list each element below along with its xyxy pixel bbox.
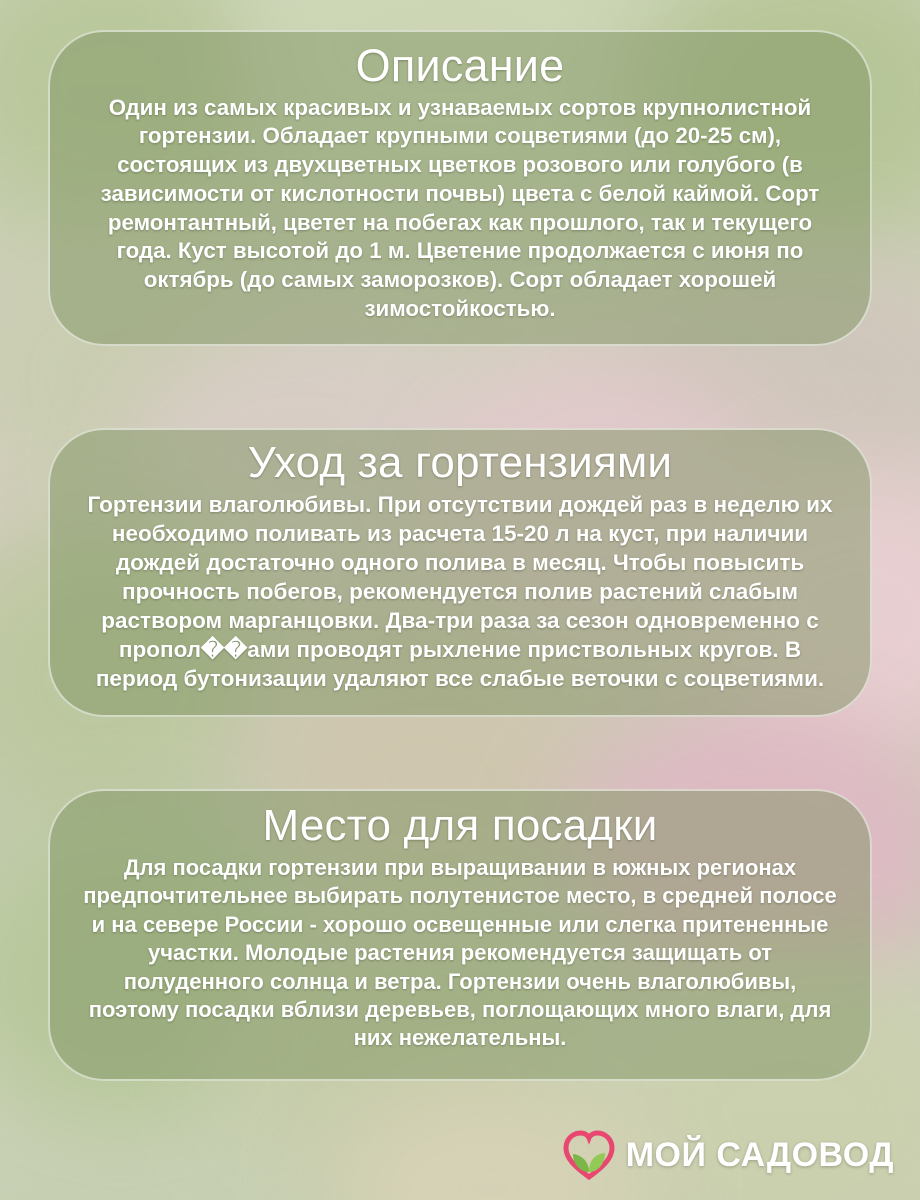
section-place-title: Место для посадки bbox=[262, 801, 658, 851]
watermark-brand-label: МОЙ САДОВОД bbox=[625, 1135, 894, 1174]
section-care-title: Уход за гортензиями bbox=[247, 437, 673, 487]
section-description bbox=[48, 30, 872, 346]
section-care-text: Гортензии влаголюбивы. При отсутствии дождей раз в неделю их необходимо поливать из расчета 15-20 л на куст, при наличии дождей достаточно одного полива в месяц. Чтобы повысить прочность побегов, рекомендуется полив растений слабым раствором марганцовки. Два-три раза за сезон одновременно с пропол��ами проводят рыхление приствольных кругов. В период бутонизации удаляют все слабые веточки с соцветиями. bbox=[87, 492, 833, 692]
section-description-title: Описание bbox=[355, 40, 565, 91]
section-care bbox=[48, 428, 872, 718]
watermark-logo[interactable] bbox=[562, 1128, 894, 1182]
section-place bbox=[48, 789, 872, 1080]
heart-leaf-logo-icon bbox=[562, 1128, 616, 1182]
section-place-text: Для посадки гортензии при выращивании в южных регионах предпочтительнее выбирать полутенистое место, в средней полосе и на севере России - хорошо освещенные или слегка притененные участки. Молодые растения рекомендуется защищать от полуденного солнца и ветра. Гортензии очень влаголюбивы, поэтому посадки вблизи деревьев, поглощающих много влаги, для них нежелательны. bbox=[83, 855, 837, 1051]
section-description-text: Один из самых красивых и узнаваемых сортов крупнолистной гортензии. Обладает крупными соцветиями (до 20-25 см), состоящих из двухцветных цветков розового или голубого (в зависимости от кислотности почвы) цвета с белой каймой. Сорт ремонтантный, цветет на побегах как прошлого, так и текущего года. Куст высотой до 1 м. Цветение продолжается с июня по октябрь (до самых заморозков). Сорт обладает хорошей зимостойкостью. bbox=[100, 94, 820, 321]
